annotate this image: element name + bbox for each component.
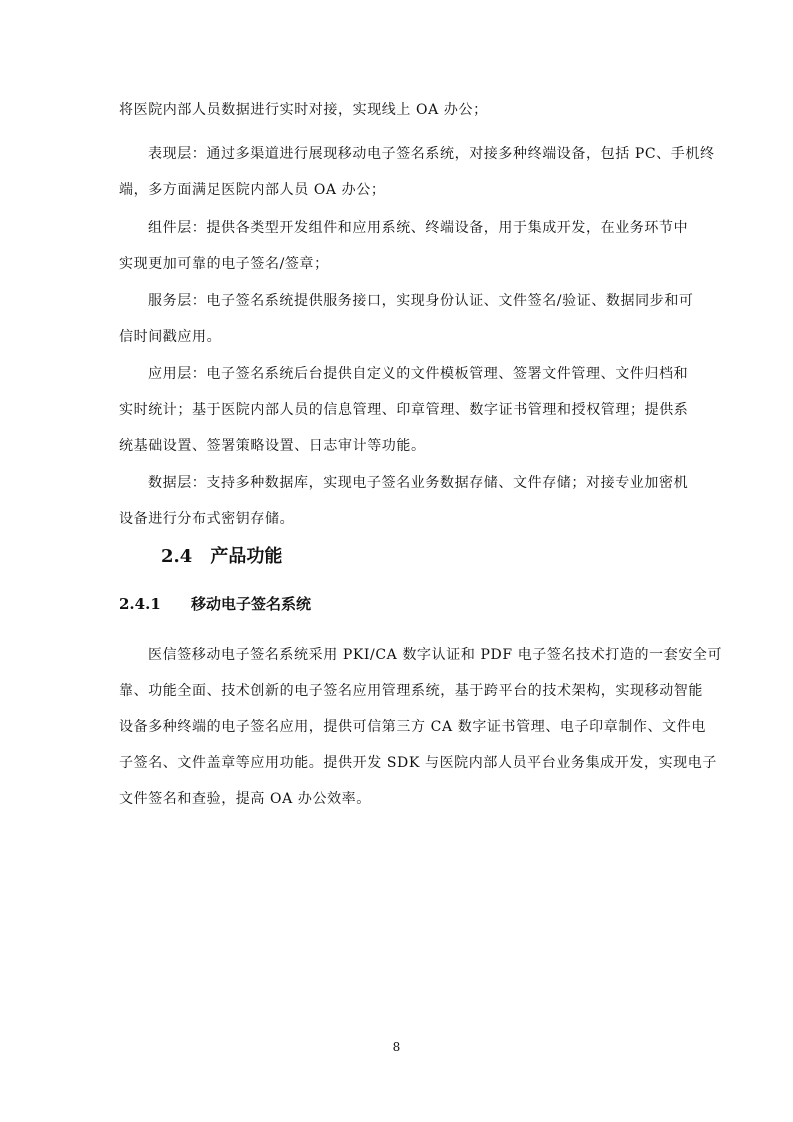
subsection-number: 2.4.1 [119, 595, 161, 613]
subsection-title: 移动电子签名系统 [191, 595, 312, 613]
paragraph-line: 信时间戳应用。 [119, 329, 222, 345]
paragraph-line: 将医院内部人员数据进行实时对接，实现线上 OA 办公； [119, 102, 488, 118]
section-title: 产品功能 [210, 546, 283, 567]
paragraph-line: 端，多方面满足医院内部人员 OA 办公； [119, 182, 386, 198]
paragraph-line: 组件层：提供各类型开发组件和应用系统、终端设备，用于集成开发，在业务环节中 [148, 220, 689, 236]
paragraph-line: 文件签名和查验，提高 OA 办公效率。 [119, 791, 371, 807]
page-number: 8 [392, 1040, 401, 1054]
paragraph-line: 靠、功能全面、技术创新的电子签名应用管理系统，基于跨平台的技术架构，实现移动智能 [119, 683, 703, 699]
section-heading [161, 542, 282, 568]
section-number: 2.4 [161, 546, 193, 567]
paragraph-line: 子签名、文件盖章等应用功能。提供开发 SDK 与医院内部人员平台业务集成开发，实现电子 [119, 755, 717, 771]
subsection-heading [119, 593, 311, 614]
paragraph-line: 应用层：电子签名系统后台提供自定义的文件模板管理、签署文件管理、文件归档和 [148, 366, 689, 382]
paragraph-line: 表现层：通过多渠道进行展现移动电子签名系统，对接多种终端设备，包括 PC、手机终 [148, 146, 715, 162]
paragraph-line: 实时统计；基于医院内部人员的信息管理、印章管理、数字证书管理和授权管理；提供系 [119, 402, 689, 418]
paragraph-line: 设备多种终端的电子签名应用，提供可信第三方 CA 数字证书管理、电子印章制作、文件电 [119, 719, 706, 735]
paragraph-line: 设备进行分布式密钥存储。 [119, 511, 295, 527]
paragraph-line: 服务层：电子签名系统提供服务接口，实现身份认证、文件签名/验证、数据同步和可 [148, 293, 694, 309]
paragraph-line: 数据层：支持多种数据库，实现电子签名业务数据存储、文件存储；对接专业加密机 [148, 475, 689, 491]
paragraph-line: 医信签移动电子签名系统采用 PKI/CA 数字认证和 PDF 电子签名技术打造的一套安全可 [148, 647, 723, 663]
paragraph-line: 统基础设置、签署策略设置、日志审计等功能。 [119, 438, 426, 454]
paragraph-line: 实现更加可靠的电子签名/签章； [119, 256, 329, 272]
